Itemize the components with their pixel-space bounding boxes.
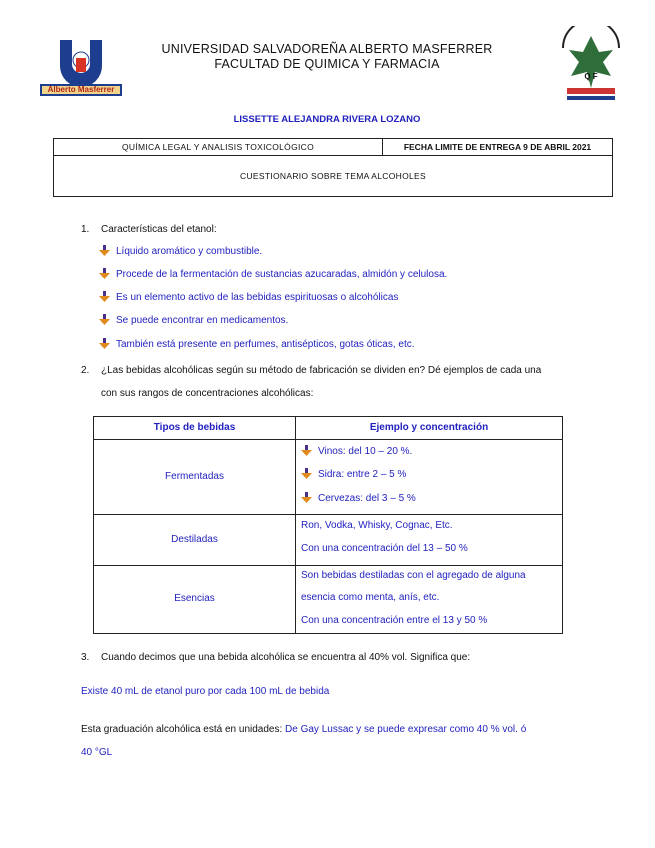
units-answer: De Gay Lussac y se puede expresar como 40 % vol. ó xyxy=(285,724,527,735)
table-header-examples: Ejemplo y concentración xyxy=(369,422,489,433)
question-3-number: 3. xyxy=(81,652,90,663)
table-cell-example-item: Sidra: entre 2 – 5 % xyxy=(301,468,406,481)
arrow-bullet-icon xyxy=(301,468,312,479)
table-cell-example-item: esencia como menta, anís, etc. xyxy=(301,592,440,603)
q1-bullet-3: Es un elemento activo de las bebidas espirituosas o alcohólicas xyxy=(99,291,398,305)
q1-bullet-2: Procede de la fermentación de sustancias azucaradas, almidón y celulosa. xyxy=(99,268,447,282)
right-logo-label: Q F xyxy=(584,72,598,81)
arrow-bullet-icon xyxy=(99,268,110,279)
arrow-bullet-icon xyxy=(301,492,312,503)
table-cell-example-item: Con una concentración entre el 13 y 50 % xyxy=(301,615,488,626)
institution-heading xyxy=(130,42,524,72)
table-cell-type: Fermentadas xyxy=(165,471,224,482)
faculty-name: FACULTAD DE QUIMICA Y FARMACIA xyxy=(214,57,440,71)
arrow-bullet-icon xyxy=(301,445,312,456)
q1-bullet-1: Líquido aromático y combustible. xyxy=(99,245,262,259)
beverage-types-table xyxy=(93,416,563,634)
deadline: FECHA LIMITE DE ENTREGA 9 DE ABRIL 2021 xyxy=(403,142,592,152)
university-logo xyxy=(38,36,124,104)
arrow-bullet-icon xyxy=(99,291,110,302)
question-1-text: Características del etanol: xyxy=(101,224,217,235)
units-prefix: Esta graduación alcohólica está en unidades: xyxy=(81,724,283,735)
question-2-number: 2. xyxy=(81,365,90,376)
table-cell-example-item: Ron, Vodka, Whisky, Cognac, Etc. xyxy=(301,520,453,531)
course-name: QUÍMICA LEGAL Y ANALISIS TOXICOLÓGICO xyxy=(54,139,383,155)
q1-bullet-5: También está presente en perfumes, antisépticos, gotas óticas, etc. xyxy=(99,338,415,352)
table-cell-example-item: Son bebidas destiladas con el agregado de alguna xyxy=(301,570,526,581)
table-header-types: Tipos de bebidas xyxy=(153,422,236,433)
table-cell-example-item: Cervezas: del 3 – 5 % xyxy=(301,492,416,505)
table-column-divider xyxy=(295,417,296,633)
units-paragraph xyxy=(81,723,611,736)
arrow-bullet-icon xyxy=(99,245,110,256)
arrow-bullet-icon xyxy=(99,314,110,325)
student-name: LISSETTE ALEJANDRA RIVERA LOZANO xyxy=(233,114,421,125)
course-info-table xyxy=(53,138,613,197)
arrow-bullet-icon xyxy=(99,338,110,349)
table-cell-example-item: Con una concentración del 13 – 50 % xyxy=(301,543,468,554)
units-answer-continuation: 40 °GL xyxy=(81,747,113,758)
assignment-topic: CUESTIONARIO SOBRE TEMA ALCOHOLES xyxy=(240,171,426,181)
table-cell-type: Esencias xyxy=(174,593,215,604)
question-3-answer: Existe 40 mL de etanol puro por cada 100 mL de bebida xyxy=(81,686,330,697)
faculty-logo xyxy=(553,26,629,106)
question-2-text-line2: con sus rangos de concentraciones alcohólicas: xyxy=(101,388,314,399)
left-logo-label: Alberto Masferrer xyxy=(47,85,115,94)
table-cell-type: Destiladas xyxy=(171,534,218,545)
question-3-text: Cuando decimos que una bebida alcohólica se encuentra al 40% vol. Significa que: xyxy=(101,652,471,663)
table-cell-example-item: Vinos: del 10 – 20 %. xyxy=(301,445,412,458)
question-1-number: 1. xyxy=(81,224,90,235)
question-2-text-line1: ¿Las bebidas alcohólicas según su método de fabricación se dividen en? Dé ejemplos de cada una xyxy=(101,365,542,376)
q1-bullet-4: Se puede encontrar en medicamentos. xyxy=(99,314,288,328)
university-name: UNIVERSIDAD SALVADOREÑA ALBERTO MASFERRER xyxy=(161,42,493,56)
